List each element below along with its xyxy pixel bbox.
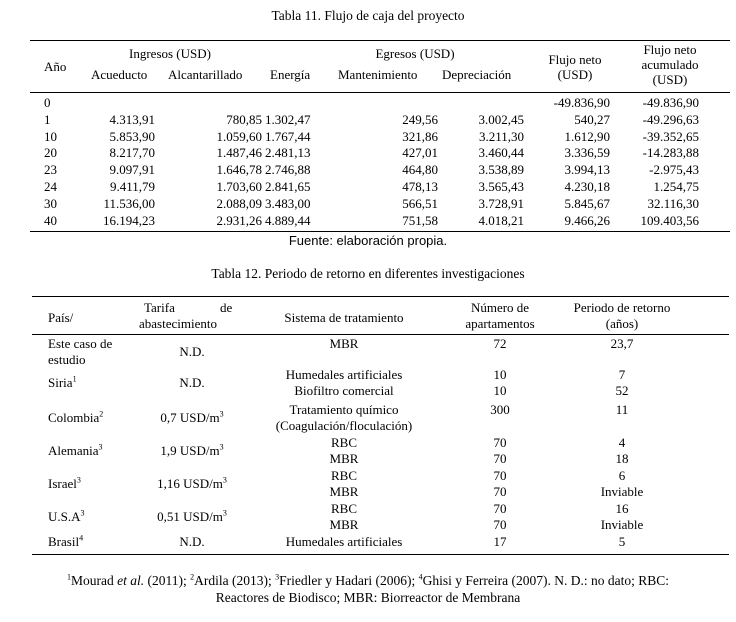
header-pais: País/: [48, 310, 74, 325]
apartment-count: 17: [493, 534, 507, 549]
cell-anio: 40: [44, 212, 57, 228]
ref-friedler: Friedler y Hadari (2006);: [279, 573, 419, 588]
ref-etal: et al.: [117, 573, 145, 588]
cell-anio: 24: [44, 179, 57, 194]
ref-mourad: Mourad: [71, 573, 118, 588]
apartment-count: 70: [493, 468, 507, 483]
cell-flujo: 1.612,90: [564, 128, 610, 144]
country-label: Siria: [48, 375, 73, 390]
header-energia: Energía: [270, 67, 311, 82]
cell-flujo: 3.994,13: [564, 162, 610, 178]
unit-exponent: 3: [222, 508, 227, 518]
cell-acumulado: 1.254,75: [653, 179, 699, 194]
payback-period: 23,7: [610, 336, 634, 351]
cell-anio: 0: [44, 95, 51, 110]
cell-depreciacion: 3.211,30: [478, 128, 524, 144]
payback-period: 52: [615, 383, 629, 399]
cell-anio: 10: [44, 128, 57, 144]
cell-acumulado: -49.836,90: [642, 95, 699, 110]
cell-alcantarillado: 780,85: [226, 111, 262, 127]
tariff-value: 0,51 USD/m: [157, 509, 223, 524]
payback-period: 5: [618, 534, 626, 549]
supply-tariff: [132, 476, 252, 491]
cell-flujo: 4.230,18: [564, 179, 610, 194]
header-flujo-neto-unit: (USD): [557, 67, 593, 82]
cell-acumulado: -2.975,43: [649, 162, 699, 178]
cell-energia: 2.841,65: [265, 179, 311, 194]
cell-depreciacion: 3.002,45: [478, 111, 524, 127]
cell-alcantarillado: 1.487,46: [216, 145, 262, 161]
references-footnote: [0, 572, 736, 606]
footnote-marker: 1: [67, 572, 72, 582]
treatment-system: RBC: [330, 468, 357, 483]
treatment-system: MBR: [329, 517, 359, 533]
reference-marker: 1: [72, 374, 77, 384]
header-alcantarillado: Alcantarillado: [168, 67, 243, 82]
table12-top-rule: [32, 296, 729, 297]
treatment-system: MBR: [329, 451, 359, 467]
cell-acueducto: 5.853,90: [109, 128, 155, 144]
supply-tariff: [132, 443, 252, 458]
treatment-system: Biofiltro comercial: [294, 383, 394, 399]
cell-anio: 1: [44, 111, 51, 127]
table11-caption: Tabla 11. Flujo de caja del proyecto: [271, 8, 465, 23]
payback-period: 4: [618, 435, 626, 450]
header-periodo-1: Periodo de retorno: [573, 300, 671, 315]
cell-mantenimiento: 249,56: [402, 111, 438, 127]
cell-mantenimiento: 478,13: [402, 179, 438, 194]
header-depreciacion: Depreciación: [442, 67, 512, 82]
ref-ghisi: Ghisi y Ferreira (2007). N. D.: no dato; RBC:: [422, 573, 669, 588]
table12-header-rule: [32, 334, 729, 335]
country-label: Brasil: [48, 534, 80, 549]
supply-tariff: [132, 410, 252, 425]
cell-energia: 1.302,47: [265, 111, 311, 127]
supply-tariff: [132, 534, 252, 549]
table-bottom-rule: [30, 231, 730, 232]
cell-acumulado: -39.352,65: [642, 128, 699, 144]
cell-energia: 3.483,00: [265, 195, 311, 211]
apartment-count: 72: [493, 336, 507, 351]
header-mantenimiento: Mantenimiento: [338, 67, 418, 82]
treatment-system: MBR: [329, 336, 359, 351]
footnote-marker: 2: [190, 572, 195, 582]
reference-marker: 3: [76, 475, 81, 485]
table12-bottom-rule: [32, 554, 729, 555]
cell-energia: 2.481,13: [265, 145, 311, 161]
cell-acueducto: 4.313,91: [109, 111, 155, 127]
supply-tariff: [132, 375, 252, 390]
country-name-line2: estudio: [48, 352, 86, 368]
apartment-count: 70: [493, 435, 507, 450]
unit-exponent: 3: [222, 475, 227, 485]
supply-tariff: [132, 344, 252, 359]
ref-mourad-year: (2011);: [144, 573, 191, 588]
cell-energia: 1.767,44: [265, 128, 311, 144]
treatment-system: Humedales artificiales: [285, 367, 403, 382]
apartment-count: 10: [493, 367, 507, 382]
apartment-count: 70: [493, 517, 507, 533]
header-ingresos: Ingresos (USD): [129, 46, 211, 61]
cell-anio: 30: [44, 195, 57, 211]
supply-tariff: [132, 509, 252, 524]
cell-flujo: -49.836,90: [553, 95, 610, 110]
cell-depreciacion: 4.018,21: [478, 212, 524, 228]
header-acumulado-1: Flujo neto: [643, 42, 697, 57]
header-acumulado-3: (USD): [652, 72, 688, 87]
payback-period: 18: [615, 451, 629, 467]
country-label: Colombia: [48, 410, 100, 425]
country-label: Este caso de: [48, 336, 113, 351]
apartment-count: 70: [493, 451, 507, 467]
unit-exponent: 3: [219, 442, 224, 452]
table12-caption: Tabla 12. Periodo de retorno en diferentes investigaciones: [211, 266, 525, 281]
tariff-value: N.D.: [179, 534, 205, 549]
ref-ardila: Ardila (2013);: [194, 573, 276, 588]
cell-depreciacion: 3.538,89: [478, 162, 524, 178]
apartment-count: 300: [490, 402, 510, 417]
reference-marker: 2: [99, 409, 104, 419]
header-periodo-2: (años): [605, 316, 639, 331]
cell-acueducto: 16.194,23: [103, 212, 155, 228]
country-name: [48, 443, 103, 458]
cell-depreciacion: 3.460,44: [478, 145, 524, 161]
payback-period: Inviable: [600, 484, 644, 500]
cell-anio: 23: [44, 162, 57, 178]
cell-alcantarillado: 2.088,09: [216, 195, 262, 211]
tariff-value: 1,9 USD/m: [160, 443, 220, 458]
cell-mantenimiento: 566,51: [402, 195, 438, 211]
country-name: [48, 336, 112, 351]
cell-alcantarillado: 1.703,60: [216, 179, 262, 194]
payback-period: 6: [618, 468, 626, 483]
tariff-value: N.D.: [179, 375, 205, 390]
country-name: [48, 410, 103, 425]
header-tarifa: Tarifa: [144, 300, 175, 315]
table11-source: Fuente: elaboración propia.: [288, 233, 448, 248]
tariff-value: 0,7 USD/m: [160, 410, 220, 425]
cell-flujo: 540,27: [574, 111, 610, 127]
cell-alcantarillado: 1.059,60: [216, 128, 262, 144]
header-flujo-neto: Flujo neto: [548, 52, 602, 67]
reference-marker: 3: [80, 508, 85, 518]
footnote-line2: Reactores de Biodisco; MBR: Biorreactor de Membrana: [215, 590, 521, 605]
cell-flujo: 9.466,26: [564, 212, 610, 228]
cell-alcantarillado: 2.931,26: [216, 212, 262, 228]
payback-period: 11: [615, 402, 629, 417]
cell-energia: 4.889,44: [265, 212, 311, 228]
header-numero-2: apartamentos: [465, 316, 535, 331]
cell-anio: 20: [44, 145, 57, 161]
apartment-count: 70: [493, 501, 507, 516]
cell-flujo: 5.845,67: [564, 195, 610, 211]
header-acueducto: Acueducto: [91, 67, 148, 82]
payback-period: 7: [618, 367, 626, 382]
cell-energia: 2.746,88: [265, 162, 311, 178]
header-abastecimiento: abastecimiento: [139, 316, 217, 331]
cell-mantenimiento: 427,01: [402, 145, 438, 161]
header-egresos: Egresos (USD): [375, 46, 455, 61]
tariff-value: 1,16 USD/m: [157, 476, 223, 491]
cell-mantenimiento: 464,80: [402, 162, 438, 178]
footnote-marker: 4: [418, 572, 423, 582]
country-label: U.S.A: [48, 509, 81, 524]
treatment-system: RBC: [330, 501, 357, 516]
cell-flujo: 3.336,59: [564, 145, 610, 161]
country-name: [48, 534, 83, 549]
country-name: [48, 476, 81, 491]
header-anio: Año: [44, 59, 67, 74]
country-label: Alemania: [48, 443, 99, 458]
header-numero-1: Número de: [470, 300, 530, 315]
country-name: [48, 375, 77, 390]
treatment-system: RBC: [330, 435, 357, 450]
header-tarifa-de: de: [220, 300, 233, 315]
cell-depreciacion: 3.728,91: [478, 195, 524, 211]
cell-acueducto: 8.217,70: [109, 145, 155, 161]
treatment-system: Tratamiento químico: [289, 402, 399, 417]
tariff-value: N.D.: [179, 344, 205, 359]
cell-acueducto: 9.097,91: [109, 162, 155, 178]
table-top-rule: [30, 40, 730, 41]
cell-acumulado: -14.283,88: [642, 145, 699, 161]
cell-mantenimiento: 751,58: [402, 212, 438, 228]
payback-period: Inviable: [600, 517, 644, 533]
apartment-count: 10: [493, 383, 507, 399]
unit-exponent: 3: [219, 409, 224, 419]
treatment-system: (Coagulación/floculación): [275, 418, 413, 434]
cell-depreciacion: 3.565,43: [478, 179, 524, 194]
header-acumulado-2: acumulado: [641, 57, 699, 72]
cell-acumulado: 32.116,30: [647, 195, 699, 211]
treatment-system: Humedales artificiales: [285, 534, 403, 549]
country-label: Israel: [48, 476, 77, 491]
reference-marker: 3: [98, 442, 103, 452]
cell-alcantarillado: 1.646,78: [216, 162, 262, 178]
apartment-count: 70: [493, 484, 507, 500]
cell-acumulado: -49.296,63: [642, 111, 699, 127]
cell-mantenimiento: 321,86: [402, 128, 438, 144]
header-sistema: Sistema de tratamiento: [284, 310, 404, 325]
cell-acueducto: 9.411,79: [109, 179, 155, 194]
country-name: [48, 509, 85, 524]
footnote-marker: 3: [275, 572, 280, 582]
treatment-system: MBR: [329, 484, 359, 500]
table-header-rule: [30, 92, 730, 93]
reference-marker: 4: [79, 533, 84, 543]
payback-period: 16: [615, 501, 629, 516]
cell-acumulado: 109.403,56: [640, 212, 699, 228]
cell-acueducto: 11.536,00: [103, 195, 155, 211]
